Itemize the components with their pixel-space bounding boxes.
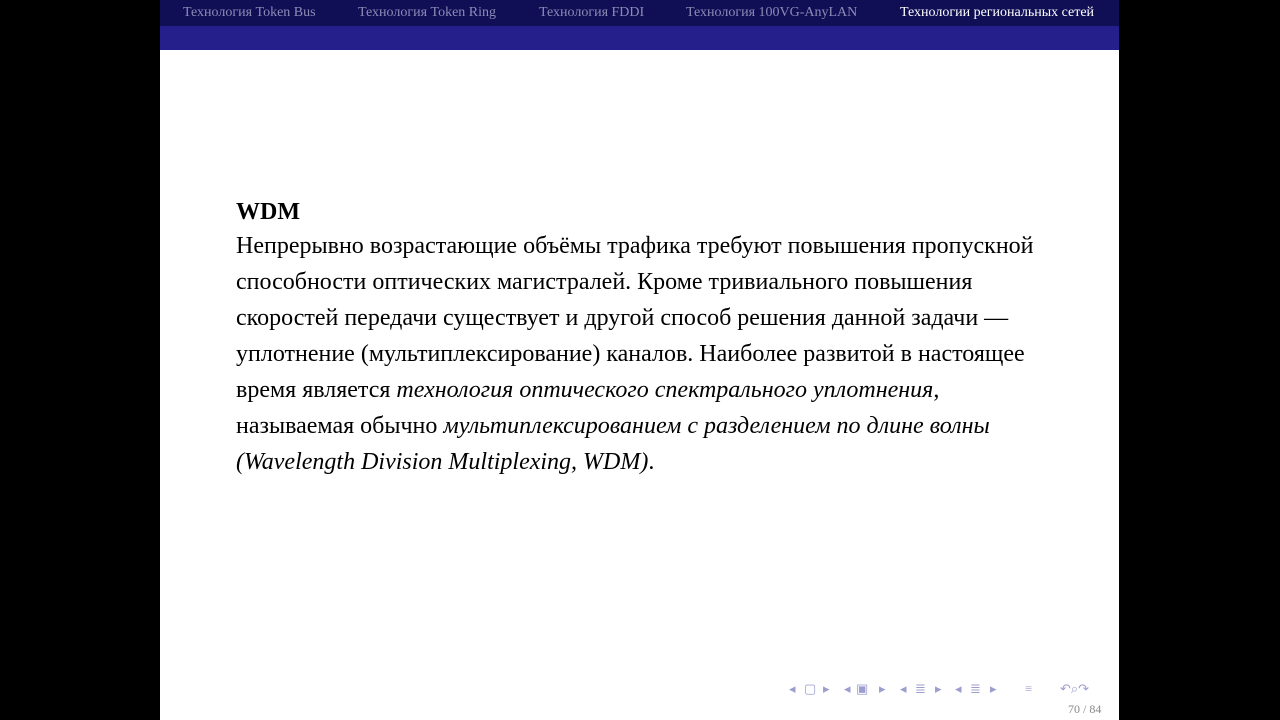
body-text: Непрерывно возрастающие объёмы трафика требуют повышения пропускной способности оптических магистралей. Кроме тривиального повышения скоростей передачи существует и другой способ решения данной задачи — уплотнение (мультиплексирование) каналов. Наиболее развитой в настоящее время является bbox=[236, 233, 1034, 403]
frame-icon[interactable]: ▢ bbox=[804, 681, 817, 696]
block-title: WDM bbox=[236, 199, 300, 225]
section-icon[interactable]: ≣ bbox=[970, 681, 981, 696]
body-text: , называемая обычно bbox=[236, 377, 940, 439]
section-navigation-bar bbox=[160, 0, 1119, 26]
nav-right-arrow-icon[interactable]: ▸ bbox=[990, 681, 997, 696]
align-icon[interactable]: ≡ bbox=[1025, 681, 1033, 696]
slide bbox=[160, 0, 1119, 720]
nav-section-100vg-anylan[interactable]: Технология 100VG-AnyLAN bbox=[686, 5, 858, 20]
subsection-icon[interactable]: ▣ bbox=[856, 681, 869, 696]
body-text: . bbox=[648, 449, 655, 475]
term-italic: технология оптического спектрального уплотнения bbox=[396, 377, 934, 403]
nav-right-arrow-icon[interactable]: ▸ bbox=[879, 681, 886, 696]
slide-content bbox=[236, 196, 1056, 480]
nav-section-regional-networks[interactable]: Технологии региональных сетей bbox=[900, 5, 1095, 20]
term-italic: мультиплексированием с разделением по длине волны (Wavelength Division Multiplexing, WDM) bbox=[236, 413, 990, 475]
header-band bbox=[160, 26, 1119, 50]
nav-left-arrow-icon[interactable]: ◂ bbox=[789, 681, 796, 696]
nav-right-arrow-icon[interactable]: ▸ bbox=[823, 681, 830, 696]
page-number: 70 / 84 bbox=[1068, 702, 1102, 716]
section-icon[interactable]: ≣ bbox=[915, 681, 926, 696]
nav-left-arrow-icon[interactable]: ◂ bbox=[955, 681, 962, 696]
nav-right-arrow-icon[interactable]: ▸ bbox=[935, 681, 942, 696]
nav-section-token-ring[interactable]: Технология Token Ring bbox=[358, 5, 497, 20]
nav-left-arrow-icon[interactable]: ◂ bbox=[900, 681, 907, 696]
block-body bbox=[236, 228, 1056, 480]
nav-left-arrow-icon[interactable]: ◂ bbox=[844, 681, 851, 696]
nav-section-token-bus[interactable]: Технология Token Bus bbox=[183, 5, 316, 20]
search-icon[interactable]: ↶⌕↷ bbox=[1060, 681, 1090, 696]
nav-section-fddi[interactable]: Технология FDDI bbox=[539, 5, 645, 20]
